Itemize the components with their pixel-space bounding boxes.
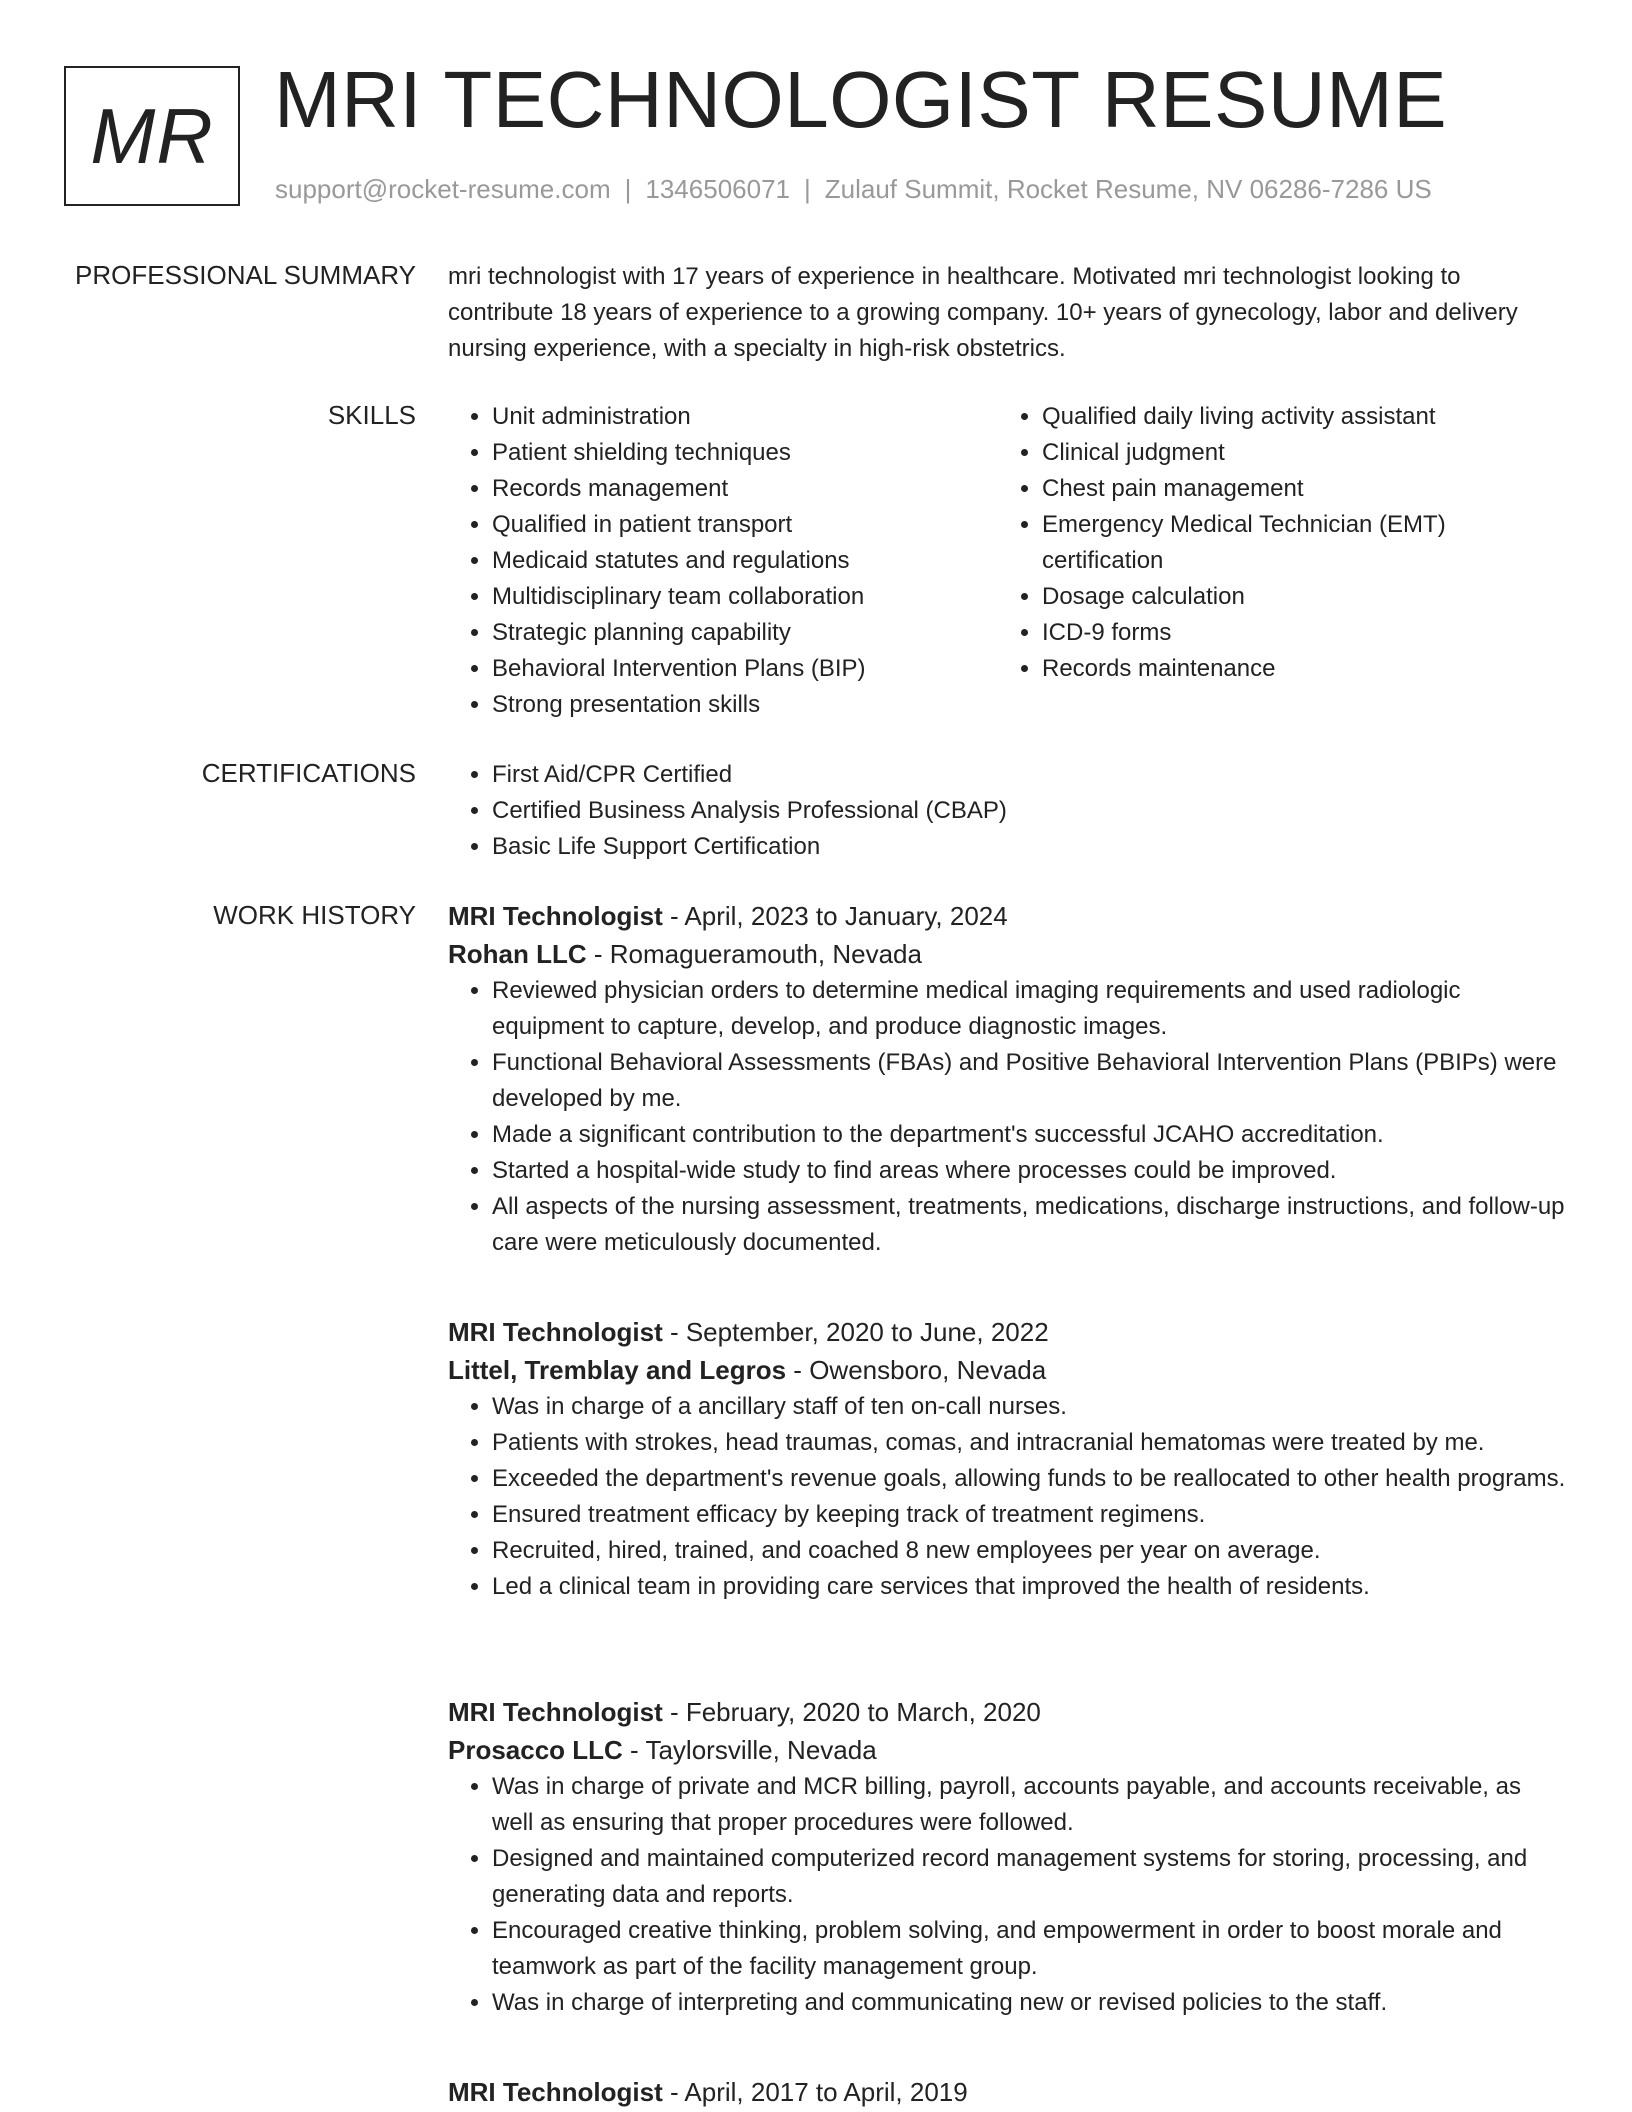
job-bullet: • Functional Behavioral Assessments (FBAs) and Positive Behavioral Intervention Plans (PBIPs) were developed by me.: [492, 1045, 1568, 1117]
skills-section: [448, 399, 1568, 723]
skill-item: • Behavioral Intervention Plans (BIP): [492, 651, 998, 687]
skill-item: • Strong presentation skills: [492, 687, 998, 723]
job-title: MRI Technologist: [448, 2077, 663, 2107]
job-company-line: [448, 1731, 1568, 1769]
section-label-certifications: CERTIFICATIONS: [201, 758, 416, 788]
skill-item: • Unit administration: [492, 399, 998, 435]
skills-column-left: [448, 399, 998, 723]
job-company: Prosacco LLC: [448, 1735, 623, 1765]
job-company: Littel, Tremblay and Legros: [448, 1355, 787, 1385]
contact-address: Zulauf Summit, Rocket Resume, NV 06286-7286 US: [824, 174, 1432, 204]
skill-item: • Records management: [492, 471, 998, 507]
job-bullet: • Was in charge of interpreting and communicating new or revised policies to the staff.: [492, 1985, 1568, 2021]
job-bullet: • Was in charge of a ancillary staff of ten on-call nurses.: [492, 1389, 1568, 1425]
skill-item: • Multidisciplinary team collaboration: [492, 579, 998, 615]
job-title: MRI Technologist: [448, 1317, 663, 1347]
job-bullet: • Ensured treatment efficacy by keeping track of treatment regimens.: [492, 1497, 1568, 1533]
job-title-line: [448, 1693, 1568, 1731]
contact-separator: |: [624, 174, 632, 204]
job-company-line: [448, 1351, 1568, 1389]
job-dates: April, 2017 to April, 2019: [684, 2077, 968, 2107]
job-location: Owensboro, Nevada: [809, 1355, 1047, 1385]
job-company: Rohan LLC: [448, 939, 587, 969]
job-separator: -: [662, 901, 685, 931]
job-bullet: • Made a significant contribution to the department's successful JCAHO accreditation.: [492, 1117, 1568, 1153]
resume-title: MRI TECHNOLOGIST RESUME: [274, 55, 1448, 144]
job-separator: -: [622, 1735, 646, 1765]
job-bullet: • Patients with strokes, head traumas, comas, and intracranial hematomas were treated by me.: [492, 1425, 1568, 1461]
job-location: Taylorsville, Nevada: [645, 1735, 877, 1765]
job-dates: April, 2023 to January, 2024: [684, 901, 1008, 931]
skill-item: • ICD-9 forms: [1042, 615, 1548, 651]
skill-item: • Medicaid statutes and regulations: [492, 543, 998, 579]
job-bullet: • Was in charge of private and MCR billing, payroll, accounts payable, and accounts receivable, as well as ensuring that proper procedures were followed.: [492, 1769, 1568, 1841]
job-title-line: [448, 1313, 1568, 1351]
skills-column-right: [998, 399, 1548, 723]
contact-separator: |: [804, 174, 811, 204]
job-entry: [448, 897, 1568, 1261]
job-bullet: • Led a clinical team in providing care services that improved the health of residents.: [492, 1569, 1568, 1605]
job-title-line: [448, 2073, 1568, 2111]
job-separator: -: [586, 939, 610, 969]
job-title: MRI Technologist: [448, 1697, 663, 1727]
skill-item: • Emergency Medical Technician (EMT) certification: [1042, 507, 1548, 579]
skill-item: • Qualified daily living activity assistant: [1042, 399, 1548, 435]
contact-email[interactable]: support@rocket-resume.com: [275, 174, 611, 204]
skill-item: • Clinical judgment: [1042, 435, 1548, 471]
job-location: Romagueramouth, Nevada: [609, 939, 922, 969]
skill-item: • Records maintenance: [1042, 651, 1548, 687]
skill-item: • Chest pain management: [1042, 471, 1548, 507]
section-label-skills: SKILLS: [327, 400, 416, 430]
job-separator: -: [662, 1697, 686, 1727]
contact-phone[interactable]: 1346506071: [645, 174, 790, 204]
job-bullet: • Recruited, hired, trained, and coached 8 new employees per year on average.: [492, 1533, 1568, 1569]
job-entry: [448, 1313, 1568, 1605]
job-dates: September, 2020 to June, 2022: [685, 1317, 1049, 1347]
skill-item: • Qualified in patient transport: [492, 507, 998, 543]
job-separator: -: [662, 1317, 686, 1347]
job-separator: -: [662, 2077, 685, 2107]
job-separator: -: [786, 1355, 810, 1385]
job-title: MRI Technologist: [448, 901, 663, 931]
summary-text: mri technologist with 17 years of experience in healthcare. Motivated mri technologist looking to contribute 18 years of experience to a growing company. 10+ years of gynecology, labor and delivery nursing experience, with a specialty in high-risk obstetrics.: [448, 263, 1518, 362]
job-title-line: [448, 897, 1568, 935]
section-label-summary: PROFESSIONAL SUMMARY: [75, 260, 416, 290]
job-bullet: • Encouraged creative thinking, problem solving, and empowerment in order to boost morale and teamwork as part of the facility management group.: [492, 1913, 1568, 1985]
job-dates: February, 2020 to March, 2020: [685, 1697, 1041, 1727]
skill-item: • Patient shielding techniques: [492, 435, 998, 471]
skill-item: • Strategic planning capability: [492, 615, 998, 651]
job-bullet: • Designed and maintained computerized record management systems for storing, processing, and generating data and reports.: [492, 1841, 1568, 1913]
job-company-line: [448, 935, 1568, 973]
job-entry: [448, 1693, 1568, 2021]
certification-item: • Basic Life Support Certification: [492, 829, 1568, 865]
job-bullet: • Reviewed physician orders to determine medical imaging requirements and used radiologic equipment to capture, develop, and produce diagnostic images.: [492, 973, 1568, 1045]
summary-section: [448, 259, 1568, 367]
skill-item: • Dosage calculation: [1042, 579, 1548, 615]
section-label-work-history: WORK HISTORY: [213, 900, 416, 930]
certification-item: • First Aid/CPR Certified: [492, 757, 1568, 793]
job-bullet: • Exceeded the department's revenue goals, allowing funds to be reallocated to other health programs.: [492, 1461, 1568, 1497]
monogram-logo: MR: [64, 66, 240, 206]
certifications-section: [448, 757, 1568, 865]
job-bullet: • Started a hospital-wide study to find areas where processes could be improved.: [492, 1153, 1568, 1189]
contact-line: [275, 174, 1432, 205]
job-bullet: • All aspects of the nursing assessment, treatments, medications, discharge instructions, and follow-up care were meticulously documented.: [492, 1189, 1568, 1261]
job-entry: [448, 2073, 1568, 2111]
certification-item: • Certified Business Analysis Professional (CBAP): [492, 793, 1568, 829]
